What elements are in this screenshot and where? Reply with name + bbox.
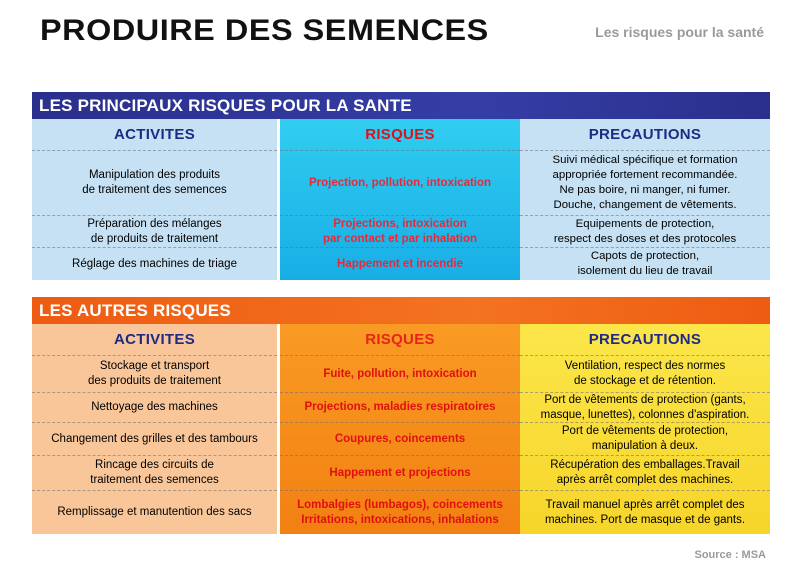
precaution-cell: Port de vêtements de protection (gants, masque, lunettes), colonnes d'aspiration. (520, 393, 770, 423)
risk-cell: Fuite, pollution, intoxication (280, 356, 520, 393)
precautions-header: PRECAUTIONS (520, 119, 770, 151)
section-band-title: LES AUTRES RISQUES (32, 297, 770, 324)
risk-cell: Coupures, coincements (280, 423, 520, 456)
risks-header: RISQUES (280, 324, 520, 356)
risk-table (32, 324, 770, 534)
section-band-title: LES PRINCIPAUX RISQUES POUR LA SANTE (32, 92, 770, 119)
page-title: PRODUIRE DES SEMENCES (40, 14, 489, 47)
precaution-cell: Suivi médical spécifique et formation appropriée fortement recommandée. Ne pas boire, ni manger, ni fumer. Douche, changement de vêtements. (520, 151, 770, 216)
precaution-cell: Ventilation, respect des normes de stockage et de rétention. (520, 356, 770, 393)
precaution-cell: Equipements de protection, respect des doses et des protocoles (520, 216, 770, 248)
activity-cell: Rincage des circuits de traitement des semences (32, 456, 277, 491)
activity-cell: Changement des grilles et des tambours (32, 423, 277, 456)
source-credit: Source : MSA (694, 549, 766, 561)
activities-column (32, 119, 277, 280)
activities-column (32, 324, 277, 534)
main-risks-section (32, 92, 770, 280)
activities-header: ACTIVITES (32, 324, 277, 356)
precaution-cell: Récupération des emballages.Travail après arrêt complet des machines. (520, 456, 770, 491)
activity-cell: Préparation des mélanges de produits de traitement (32, 216, 277, 248)
activity-cell: Stockage et transport des produits de traitement (32, 356, 277, 393)
risk-cell: Happement et projections (280, 456, 520, 491)
activity-cell: Nettoyage des machines (32, 393, 277, 423)
activity-cell: Remplissage et manutention des sacs (57, 506, 252, 518)
precautions-column (520, 324, 770, 534)
activity-cell: Manipulation des produits de traitement des semences (32, 151, 277, 216)
risk-cell: Projection, pollution, intoxication (280, 151, 520, 216)
risks-header: RISQUES (280, 119, 520, 151)
risk-cell: Projections, intoxication par contact et par inhalation (280, 216, 520, 248)
activities-header: ACTIVITES (32, 119, 277, 151)
precaution-cell: Travail manuel après arrêt complet des machines. Port de masque et de gants. (544, 498, 746, 526)
other-risks-section (32, 297, 770, 534)
precaution-cell: Port de vêtements de protection, manipulation à deux. (520, 423, 770, 456)
precaution-cell: Capots de protection, isolement du lieu de travail (577, 250, 713, 277)
risk-cell: Happement et incendie (337, 257, 463, 270)
risk-cell: Projections, maladies respiratoires (280, 393, 520, 423)
page-subtitle: Les risques pour la santé (595, 24, 764, 40)
precautions-column (520, 119, 770, 280)
risk-cell: Lombalgies (lumbagos), coincements Irritations, intoxications, inhalations (297, 498, 503, 526)
risk-table (32, 119, 770, 280)
risks-column (280, 119, 520, 280)
precautions-header: PRECAUTIONS (520, 324, 770, 356)
risks-column (280, 324, 520, 534)
activity-cell: Réglage des machines de triage (72, 257, 237, 270)
